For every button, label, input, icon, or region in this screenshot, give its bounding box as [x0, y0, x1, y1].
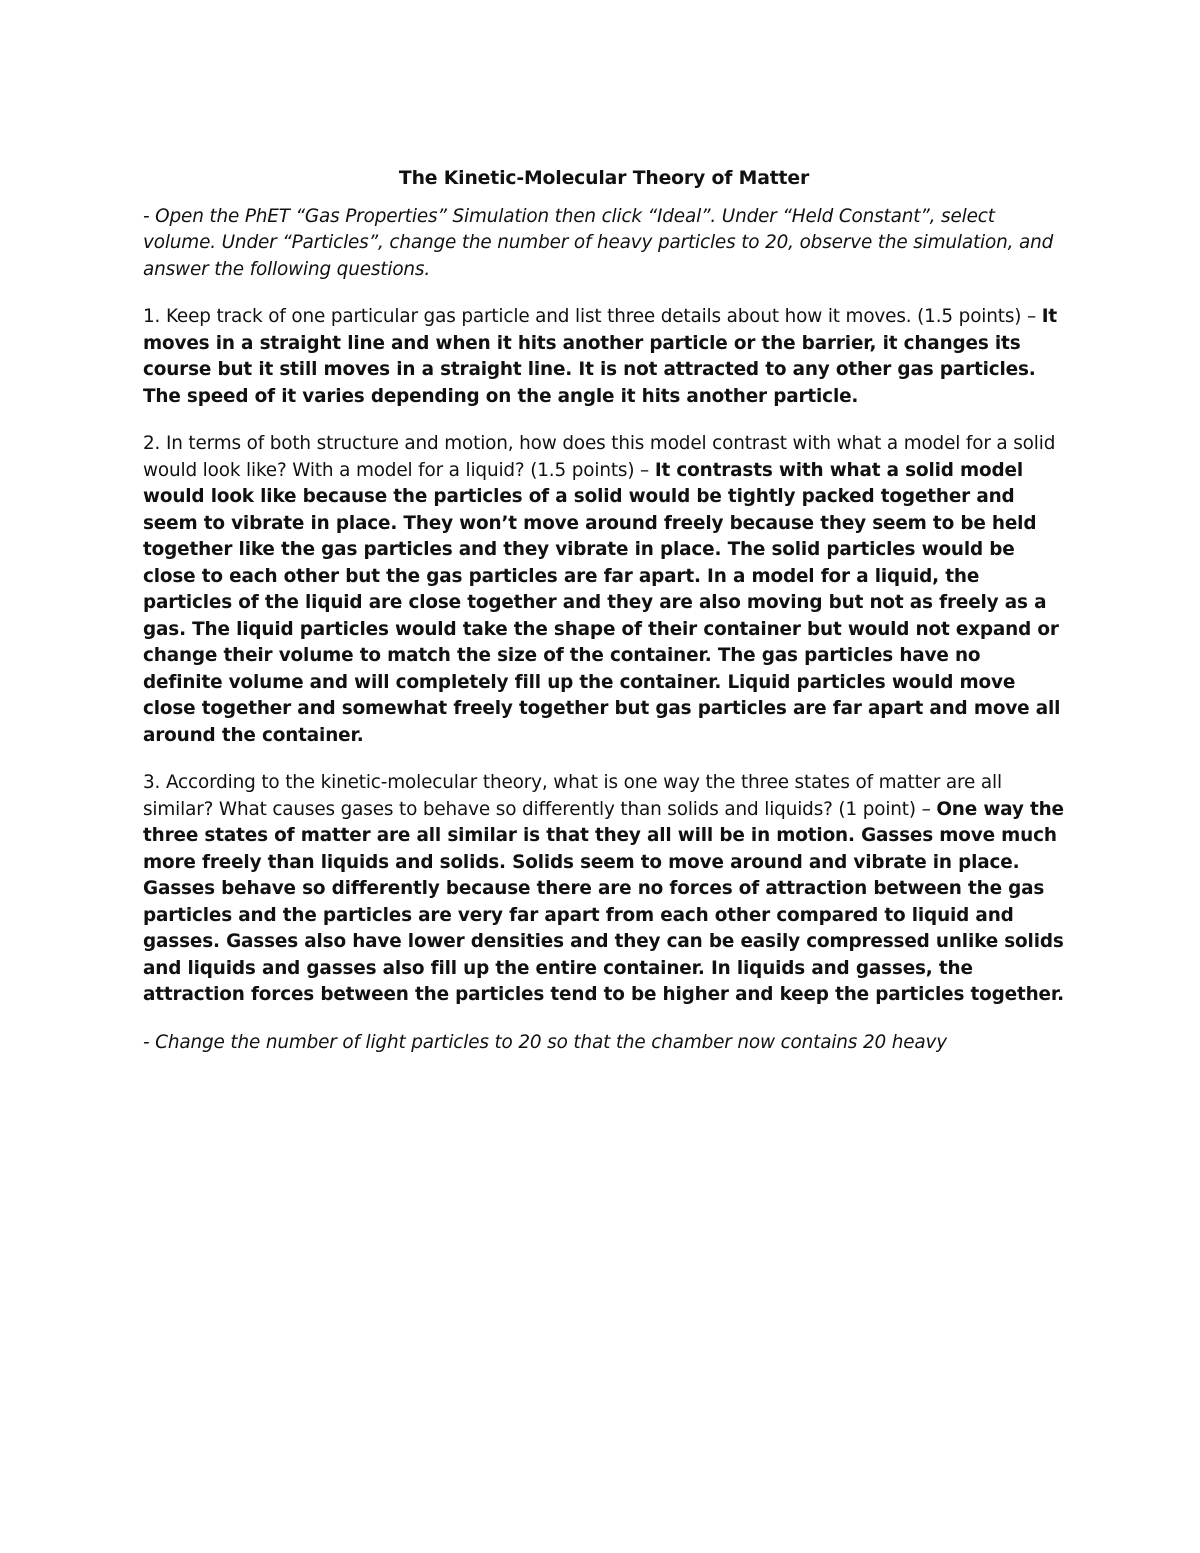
answer-2-text: It contrasts with what a solid model would look like because the particles of a solid would be tightly packed together and seem to vibrate in place. They won’t move around freely because they seem to be held together like the gas particles and they vibrate in place. The solid particles would be close to each other but the gas particles are far apart. In a model for a liquid, the particles of the liquid are close together and they are also moving but not as freely as a gas. The liquid particles would take the shape of their container but would not expand or change their volume to match the size of the container. The gas particles have no definite volume and will completely fill up the container. Liquid particles would move close together and somewhat freely together but gas particles are far apart and move all around the container. — [143, 459, 1061, 746]
answer-3-text: One way the three states of matter are all similar is that they all will be in motion. Gasses move much more freely than liquids and solids. Solids seem to move around and vibrate in place. Gasses behave so differently because there are no forces of attraction between the gas particles and the particles are very far apart from each other compared to liquid and gasses. Gasses also have lower densities and they can be easily compressed unlike solids and liquids and gasses also fill up the entire container. In liquids and gasses, the attraction forces between the particles tend to be higher and keep the particles together. — [143, 798, 1064, 1005]
question-2-text: 2. In terms of both structure and motion, how does this model contrast with what a model for a solid would look like? With a model for a liquid? (1.5 points) – — [143, 433, 1056, 481]
question-3-block — [143, 770, 1065, 1009]
question-1-block — [143, 304, 1065, 410]
question-2-block — [143, 431, 1065, 749]
instruction-paragraph: - Open the PhET “Gas Properties” Simulation then click “Ideal”. Under “Held Constant”, select volume. Under “Particles”, change the number of heavy particles to 20, observe the simulation, and answer the following questions. — [143, 205, 1054, 280]
document-title: The Kinetic-Molecular Theory of Matter — [398, 168, 810, 189]
instruction-paragraph-2: - Change the number of light particles to 20 so that the chamber now contains 20 heavy — [143, 1031, 947, 1053]
document-content — [143, 166, 1065, 1077]
question-1-text: 1. Keep track of one particular gas particle and list three details about how it moves. (1.5 points) – — [143, 306, 1042, 327]
answer-1-text: It moves in a straight line and when it hits another particle or the barrier, it changes its course but it still moves in a straight line. It is not attracted to any other gas particles. The speed of it varies depending on the angle it hits another particle. — [143, 306, 1058, 407]
question-3-text: 3. According to the kinetic-molecular theory, what is one way the three states of matter are all similar? What causes gases to behave so differently than solids and liquids? (1 point) – — [143, 772, 1002, 820]
